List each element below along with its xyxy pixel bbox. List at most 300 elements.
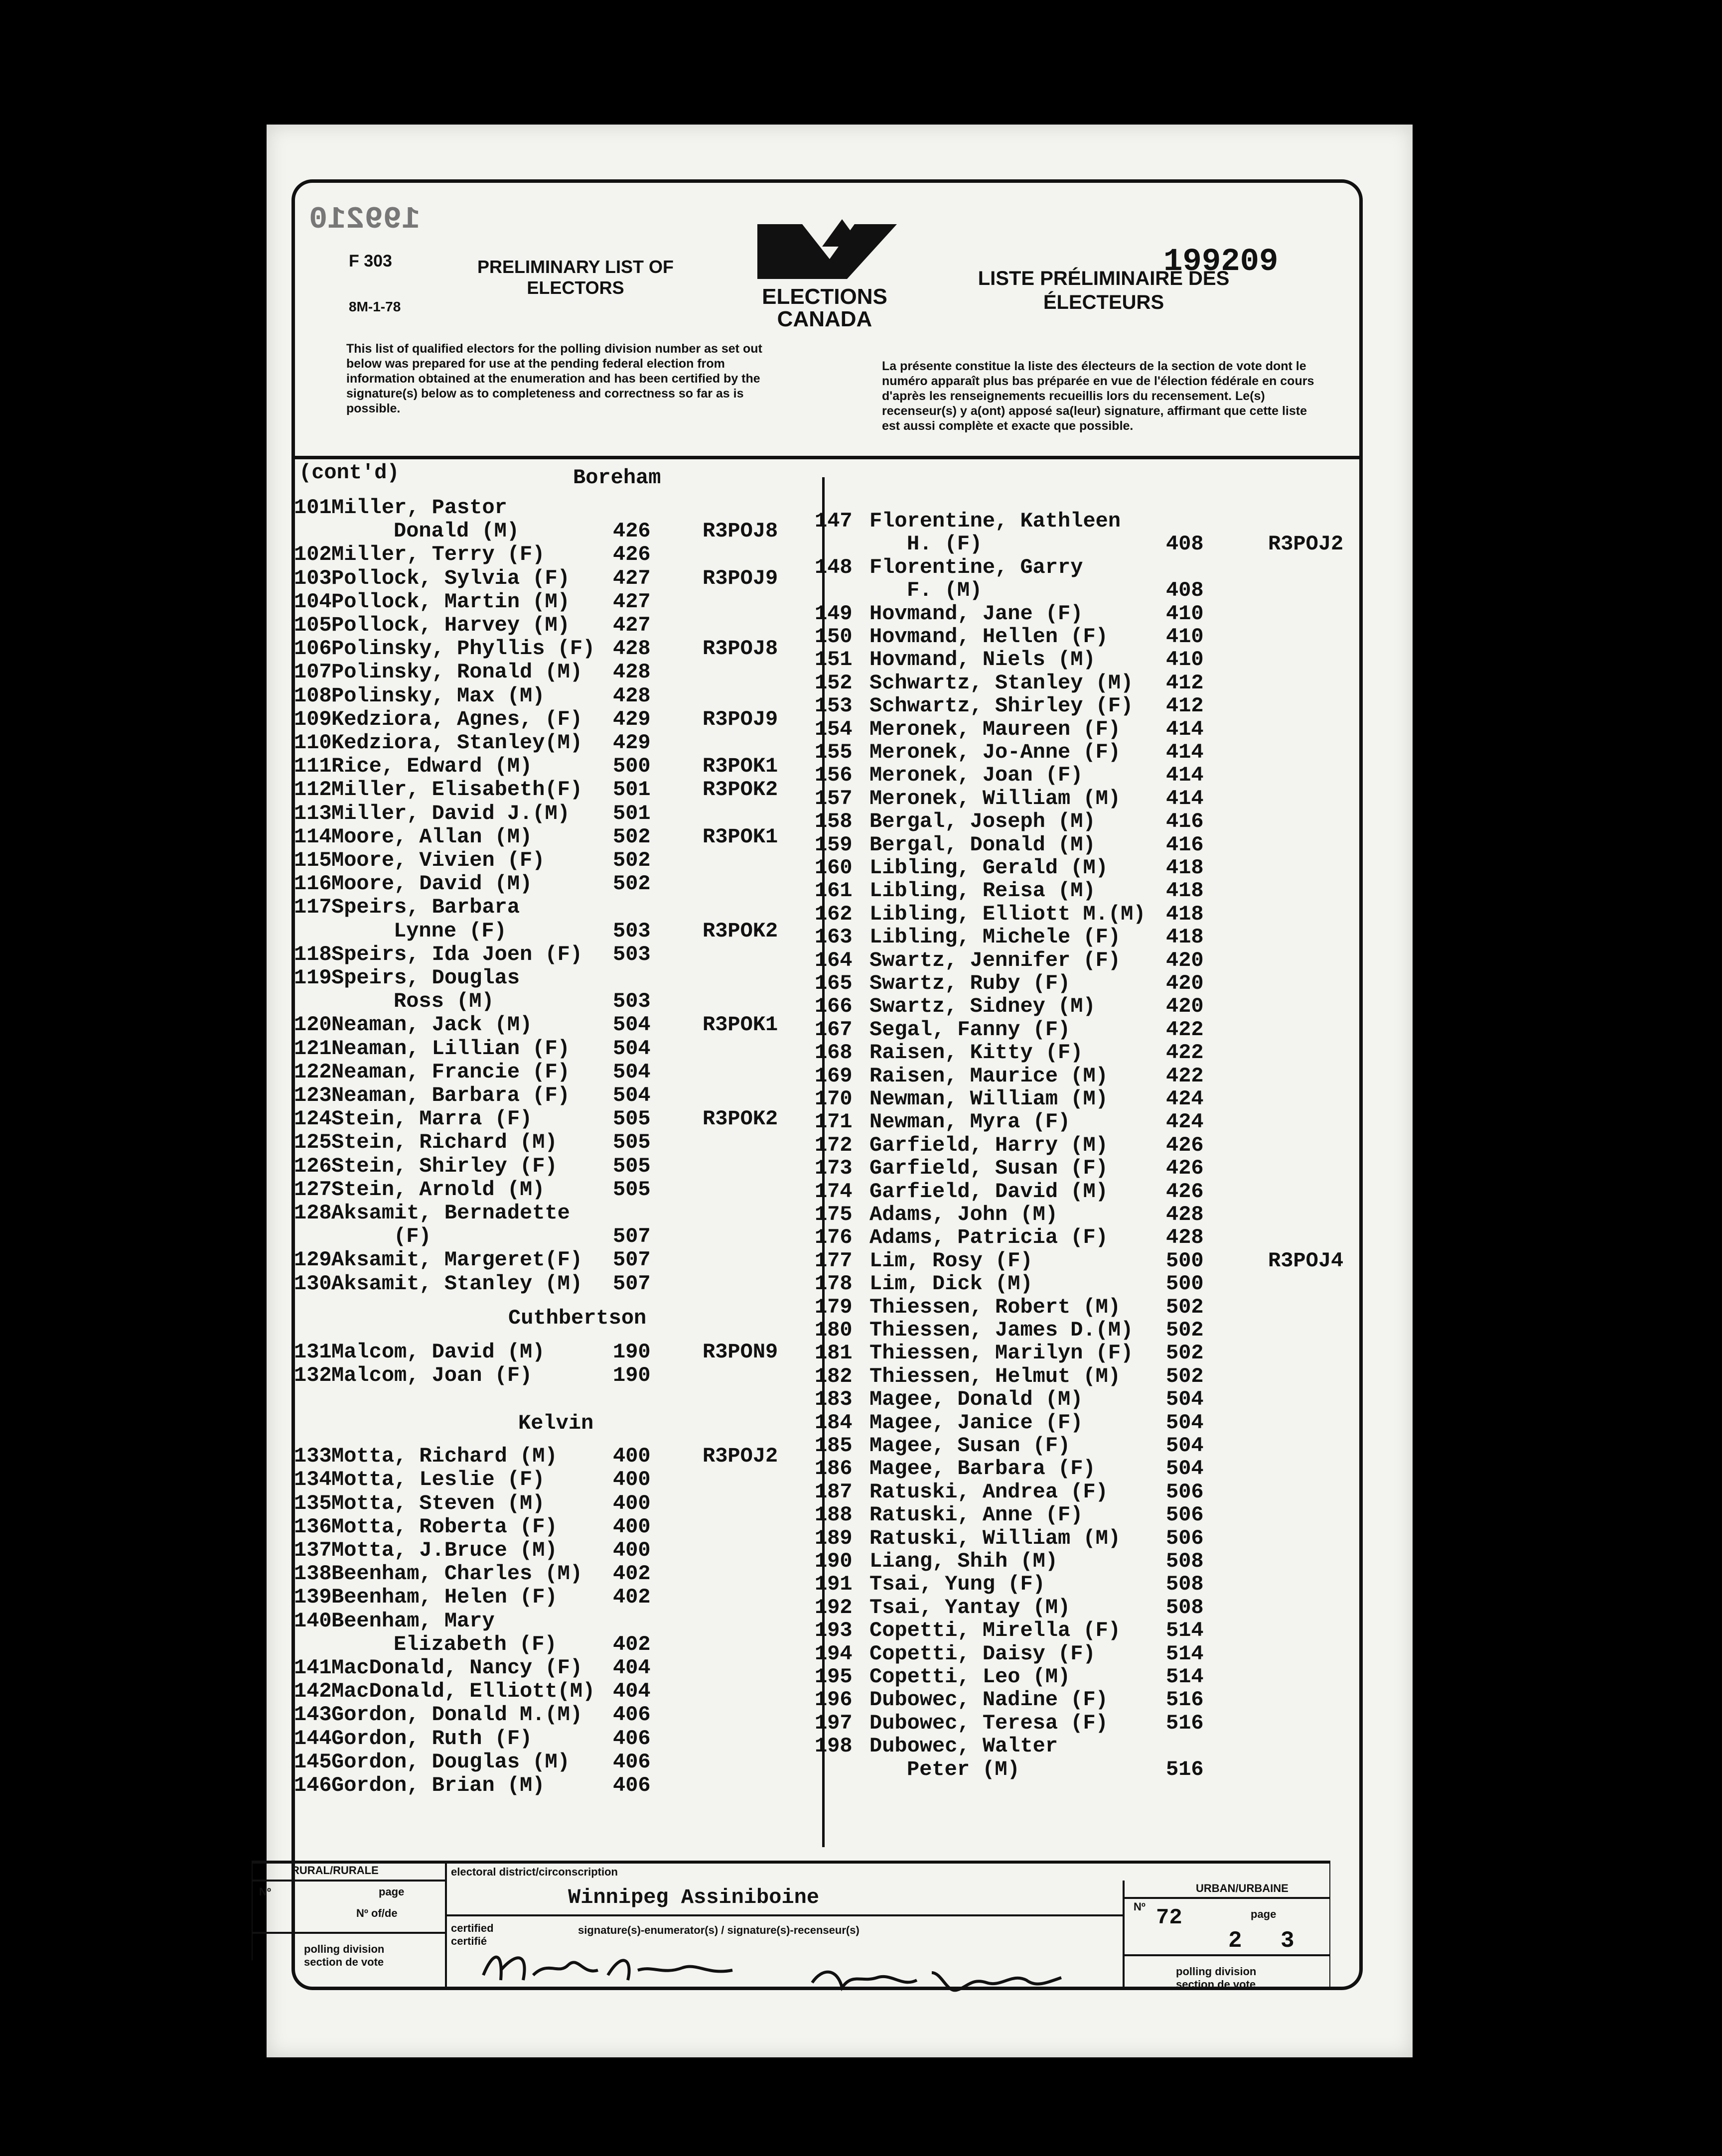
elector-name: Tsai, Yantay (M) xyxy=(869,1595,1071,1619)
continued-label: (cont'd) xyxy=(299,461,400,485)
elector-name: Hovmand, Niels (M) xyxy=(869,648,1096,672)
elector-address: 516 xyxy=(1166,1757,1204,1781)
elector-name: Dubowec, Teresa (F) xyxy=(869,1711,1108,1735)
elector-address: 504 xyxy=(613,1036,651,1061)
elector-number: 194 xyxy=(815,1641,853,1666)
elector-address: 506 xyxy=(1166,1480,1204,1504)
elector-number: 190 xyxy=(815,1549,853,1573)
elector-address: 418 xyxy=(1166,856,1204,880)
elector-name: Libling, Gerald (M) xyxy=(869,856,1108,880)
elector-number: 120 xyxy=(294,1013,332,1037)
elector-address: 514 xyxy=(1166,1665,1204,1689)
elector-name: Bergal, Joseph (M) xyxy=(869,809,1096,834)
elector-name: Tsai, Yung (F) xyxy=(869,1572,1045,1597)
elector-number: 195 xyxy=(815,1665,853,1689)
elector-address: 427 xyxy=(613,566,651,590)
elector-name: Liang, Shih (M) xyxy=(869,1549,1058,1573)
elector-name: Thiessen, Helmut (M) xyxy=(869,1364,1121,1388)
elector-name: Miller, David J.(M) xyxy=(331,801,570,825)
elector-name: Florentine, Kathleen xyxy=(869,509,1121,533)
elector-postal-code: R3POJ8 xyxy=(703,519,778,543)
urban-polling-division-label: polling division section de vote xyxy=(1176,1965,1257,1991)
elector-name: Meronek, William (M) xyxy=(869,786,1121,810)
elector-name: Copetti, Mirella (F) xyxy=(869,1618,1121,1643)
elector-name: Stein, Richard (M) xyxy=(331,1130,558,1155)
elector-name: Meronek, Maureen (F) xyxy=(869,717,1121,741)
elector-name: Pollock, Martin (M) xyxy=(331,589,570,614)
elector-number: 135 xyxy=(294,1491,332,1515)
elector-name: Schwartz, Shirley (F) xyxy=(869,694,1134,718)
elector-address: 426 xyxy=(1166,1179,1204,1204)
elector-name: Magee, Donald (M) xyxy=(869,1387,1083,1412)
elector-number: 108 xyxy=(294,683,332,708)
elector-address: 404 xyxy=(613,1656,651,1680)
elector-name: Stein, Marra (F) xyxy=(331,1107,533,1131)
elector-address: 505 xyxy=(613,1177,651,1202)
elector-name: Malcom, Joan (F) xyxy=(331,1363,533,1387)
elector-name: Elizabeth (F) xyxy=(394,1632,557,1656)
elector-address: 428 xyxy=(1166,1225,1204,1250)
elector-address: 502 xyxy=(613,872,651,896)
elector-address: 504 xyxy=(1166,1387,1204,1412)
elector-name: Bergal, Donald (M) xyxy=(869,832,1096,857)
elector-name: Motta, Roberta (F) xyxy=(331,1514,558,1539)
elector-number: 160 xyxy=(815,856,853,880)
elector-name: Magee, Barbara (F) xyxy=(869,1457,1096,1481)
elector-number: 166 xyxy=(815,994,853,1019)
elector-address: 402 xyxy=(613,1585,651,1610)
elector-address: 422 xyxy=(1166,1017,1204,1042)
elector-name: Polinsky, Ronald (M) xyxy=(331,660,583,684)
elector-number: 143 xyxy=(294,1703,332,1727)
elector-number: 174 xyxy=(815,1179,853,1204)
elector-number: 103 xyxy=(294,566,332,590)
elector-name: Swartz, Sidney (M) xyxy=(869,994,1096,1019)
section-heading-kelvin: Kelvin xyxy=(518,1411,594,1435)
elector-name: Swartz, Jennifer (F) xyxy=(869,948,1121,972)
elector-number: 193 xyxy=(815,1618,853,1643)
elector-number: 183 xyxy=(815,1387,853,1412)
elector-address: 414 xyxy=(1166,763,1204,788)
urban-label: URBAN/URBAINE xyxy=(1196,1882,1289,1894)
elector-address: 406 xyxy=(613,1773,651,1797)
elector-address: 414 xyxy=(1166,717,1204,741)
elector-number: 163 xyxy=(815,925,853,949)
elector-address: 410 xyxy=(1166,601,1204,626)
elector-address: 502 xyxy=(613,824,651,849)
elector-name: Donald (M) xyxy=(394,519,520,543)
elector-address: 502 xyxy=(1166,1295,1204,1319)
elector-address: 505 xyxy=(613,1107,651,1131)
elector-name: Gordon, Brian (M) xyxy=(331,1773,545,1797)
elector-address: 402 xyxy=(613,1562,651,1586)
elector-address: 412 xyxy=(1166,671,1204,695)
elector-postal-code: R3PON9 xyxy=(703,1340,778,1364)
elector-number: 117 xyxy=(294,895,332,920)
elector-address: 505 xyxy=(613,1154,651,1178)
elector-address: 426 xyxy=(1166,1156,1204,1181)
elector-name: Magee, Susan (F) xyxy=(869,1434,1071,1458)
elector-name: Copetti, Leo (M) xyxy=(869,1665,1071,1689)
elector-name: Ross (M) xyxy=(394,989,494,1014)
elector-number: 169 xyxy=(815,1064,853,1088)
elector-number: 179 xyxy=(815,1295,853,1319)
elector-address: 410 xyxy=(1166,625,1204,649)
elector-number: 126 xyxy=(294,1154,332,1178)
elector-address: 508 xyxy=(1166,1572,1204,1597)
elector-number: 139 xyxy=(294,1585,332,1610)
elector-number: 134 xyxy=(294,1468,332,1492)
svg-text:ELECTIONS: ELECTIONS xyxy=(762,284,887,309)
elector-name: Neaman, Jack (M) xyxy=(331,1013,533,1037)
elector-number: 116 xyxy=(294,872,332,896)
elector-name: Peter (M) xyxy=(907,1757,1020,1781)
elector-name: Polinsky, Phyllis (F) xyxy=(331,637,595,661)
elector-number: 113 xyxy=(294,801,332,825)
rural-no-label: Nº xyxy=(259,1886,271,1898)
form-code: F 303 xyxy=(349,252,392,270)
elector-name: Moore, Vivien (F) xyxy=(331,848,545,872)
elector-address: 503 xyxy=(613,919,651,943)
elector-number: 140 xyxy=(294,1609,332,1633)
elector-number: 170 xyxy=(815,1087,853,1111)
elector-address: 500 xyxy=(1166,1272,1204,1296)
elector-number: 151 xyxy=(815,648,853,672)
elector-number: 173 xyxy=(815,1156,853,1181)
elector-address: 422 xyxy=(1166,1064,1204,1088)
elector-number: 138 xyxy=(294,1562,332,1586)
elector-address: 502 xyxy=(1166,1318,1204,1342)
elector-name: Moore, David (M) xyxy=(331,872,533,896)
elector-address: 505 xyxy=(613,1130,651,1155)
elector-postal-code: R3POK1 xyxy=(703,1013,778,1037)
elector-number: 122 xyxy=(294,1060,332,1084)
bleed-through-number: 199210 xyxy=(309,202,421,237)
elector-address: 400 xyxy=(613,1514,651,1539)
intro-french: La présente constitue la liste des électeurs de la section de vote dont le numéro apparaît plus bas préparée en vue de l'élection fédérale en cours d'après les renseignements recueillis lors du recensement. Le(s) recenseur(s) y a(ont) apposé sa(leur) signature, affirmant que cette liste est aussi complète et exacte que possible. xyxy=(882,359,1314,433)
elector-number: 158 xyxy=(815,809,853,834)
elector-number: 130 xyxy=(294,1271,332,1296)
page-number: 2 xyxy=(1228,1928,1242,1954)
title-french: LISTE PRÉLIMINAIRE DES ÉLECTEURS xyxy=(978,268,1230,313)
elector-address: 429 xyxy=(613,731,651,755)
form-date: 8M-1-78 xyxy=(349,299,401,314)
elector-number: 123 xyxy=(294,1083,332,1107)
elector-address: 406 xyxy=(613,1703,651,1727)
elector-address: 503 xyxy=(613,942,651,966)
elector-number: 112 xyxy=(294,778,332,802)
elector-number: 177 xyxy=(815,1248,853,1273)
elector-address: 508 xyxy=(1166,1549,1204,1573)
title-english: PRELIMINARY LIST OF ELECTORS xyxy=(477,257,674,298)
elector-number: 131 xyxy=(294,1340,332,1364)
elector-number: 141 xyxy=(294,1656,332,1680)
elector-name: Segal, Fanny (F) xyxy=(869,1017,1071,1042)
elector-name: Garfield, David (M) xyxy=(869,1179,1108,1204)
elector-number: 102 xyxy=(294,542,332,567)
elector-number: 178 xyxy=(815,1272,853,1296)
elector-number: 150 xyxy=(815,625,853,649)
elector-address: 428 xyxy=(1166,1203,1204,1226)
elector-address: 507 xyxy=(613,1248,651,1272)
elector-name: Thiessen, Marilyn (F) xyxy=(869,1341,1134,1365)
elector-address: 426 xyxy=(613,542,651,567)
elector-address: 406 xyxy=(613,1750,651,1774)
elector-number: 146 xyxy=(294,1773,332,1797)
certified-label: certified certifié xyxy=(451,1922,494,1947)
elector-name: Beenham, Helen (F) xyxy=(331,1585,558,1610)
svg-text:CANADA: CANADA xyxy=(777,307,872,331)
elector-name: H. (F) xyxy=(907,532,983,556)
elector-address: 420 xyxy=(1166,994,1204,1019)
elector-address: 416 xyxy=(1166,832,1204,857)
elector-postal-code: R3POJ4 xyxy=(1268,1248,1344,1273)
elector-name: Dubowec, Walter xyxy=(869,1734,1058,1758)
elector-name: Ratuski, Anne (F) xyxy=(869,1503,1083,1527)
elector-name: Neaman, Barbara (F) xyxy=(331,1083,570,1107)
elector-number: 125 xyxy=(294,1130,332,1155)
elector-address: 427 xyxy=(613,589,651,614)
elector-address: 504 xyxy=(613,1083,651,1107)
elector-number: 154 xyxy=(815,717,853,741)
elector-postal-code: R3POK2 xyxy=(703,1107,778,1131)
elector-number: 189 xyxy=(815,1526,853,1550)
elector-number: 124 xyxy=(294,1107,332,1131)
elector-number: 104 xyxy=(294,589,332,614)
elector-number: 152 xyxy=(815,671,853,695)
elector-address: 504 xyxy=(1166,1434,1204,1458)
elector-name: Stein, Arnold (M) xyxy=(331,1177,545,1202)
elector-name: F. (M) xyxy=(907,578,983,603)
elector-number: 105 xyxy=(294,613,332,637)
elector-address: 516 xyxy=(1166,1711,1204,1735)
elector-number: 127 xyxy=(294,1177,332,1202)
elector-postal-code: R3POJ2 xyxy=(1268,532,1344,556)
elector-address: 408 xyxy=(1166,578,1204,603)
elector-name: Gordon, Douglas (M) xyxy=(331,1750,570,1774)
elector-number: 137 xyxy=(294,1538,332,1562)
elector-number: 144 xyxy=(294,1726,332,1751)
elector-name: Aksamit, Stanley (M) xyxy=(331,1271,583,1296)
elector-name: Garfield, Harry (M) xyxy=(869,1133,1108,1157)
elector-name: Hovmand, Jane (F) xyxy=(869,601,1083,626)
elector-address: 514 xyxy=(1166,1618,1204,1643)
elector-number: 136 xyxy=(294,1514,332,1539)
elector-address: 500 xyxy=(1166,1248,1204,1273)
elector-address: 412 xyxy=(1166,694,1204,718)
elector-number: 180 xyxy=(815,1318,853,1342)
elector-name: Kedziora, Agnes, (F) xyxy=(331,707,583,731)
elector-name: Thiessen, James D.(M) xyxy=(869,1318,1134,1342)
elector-address: 400 xyxy=(613,1538,651,1562)
rural-page-label: page xyxy=(379,1886,405,1898)
elector-address: 428 xyxy=(613,683,651,708)
elector-address: 516 xyxy=(1166,1688,1204,1712)
elector-name: Hovmand, Hellen (F) xyxy=(869,625,1108,649)
elector-name: Raisen, Kitty (F) xyxy=(869,1041,1083,1065)
elector-name: Libling, Reisa (M) xyxy=(869,879,1096,903)
elector-number: 110 xyxy=(294,731,332,755)
elector-name: Ratuski, Andrea (F) xyxy=(869,1480,1108,1504)
elector-number: 196 xyxy=(815,1688,853,1712)
elector-name: Libling, Michele (F) xyxy=(869,925,1121,949)
elector-name: Kedziora, Stanley(M) xyxy=(331,731,583,755)
elector-number: 128 xyxy=(294,1201,332,1225)
elector-name: Florentine, Garry xyxy=(869,555,1083,579)
elector-number: 157 xyxy=(815,786,853,810)
elector-number: 185 xyxy=(815,1434,853,1458)
elector-address: 500 xyxy=(613,754,651,779)
section-heading-boreham: Boreham xyxy=(573,466,661,490)
elector-number: 175 xyxy=(815,1203,853,1226)
elector-name: Magee, Janice (F) xyxy=(869,1410,1083,1435)
elector-name: (F) xyxy=(394,1224,431,1249)
rural-of-label: Nº of/de xyxy=(356,1907,398,1919)
elector-number: 109 xyxy=(294,707,332,731)
elector-address: 400 xyxy=(613,1491,651,1515)
elector-address: 418 xyxy=(1166,925,1204,949)
elector-number: 115 xyxy=(294,848,332,872)
elector-name: Miller, Pastor xyxy=(331,496,507,520)
elector-address: 422 xyxy=(1166,1041,1204,1065)
district-value: Winnipeg Assiniboine xyxy=(568,1886,820,1909)
elector-name: Dubowec, Nadine (F) xyxy=(869,1688,1108,1712)
elector-number: 119 xyxy=(294,966,332,990)
district-label: electoral district/circonscription xyxy=(451,1866,618,1878)
elector-number: 192 xyxy=(815,1595,853,1619)
elector-number: 197 xyxy=(815,1711,853,1735)
rural-polling-division-label: polling division section de vote xyxy=(304,1943,385,1968)
urban-no-label: Nº xyxy=(1134,1900,1146,1913)
elector-name: Stein, Shirley (F) xyxy=(331,1154,558,1178)
elector-number: 121 xyxy=(294,1036,332,1061)
elector-address: 408 xyxy=(1166,532,1204,556)
elector-number: 142 xyxy=(294,1679,332,1704)
elector-address: 424 xyxy=(1166,1087,1204,1111)
elector-address: 507 xyxy=(613,1224,651,1249)
elector-name: Adams, John (M) xyxy=(869,1203,1058,1226)
elector-number: 191 xyxy=(815,1572,853,1597)
elector-number: 172 xyxy=(815,1133,853,1157)
elector-number: 161 xyxy=(815,879,853,903)
elector-address: 426 xyxy=(1166,1133,1204,1157)
elector-address: 424 xyxy=(1166,1110,1204,1134)
page-of: 3 xyxy=(1281,1928,1294,1954)
elector-number: 167 xyxy=(815,1017,853,1042)
elector-name: MacDonald, Elliott(M) xyxy=(331,1679,595,1704)
elector-name: Motta, Steven (M) xyxy=(331,1491,545,1515)
elector-number: 153 xyxy=(815,694,853,718)
elector-name: Miller, Terry (F) xyxy=(331,542,545,567)
elector-number: 159 xyxy=(815,832,853,857)
elector-address: 506 xyxy=(1166,1526,1204,1550)
elector-address: 506 xyxy=(1166,1503,1204,1527)
elector-number: 188 xyxy=(815,1503,853,1527)
elector-postal-code: R3POJ9 xyxy=(703,566,778,590)
elector-name: Aksamit, Bernadette xyxy=(331,1201,570,1225)
elector-number: 182 xyxy=(815,1364,853,1388)
elector-name: Speirs, Ida Joen (F) xyxy=(331,942,583,966)
elector-address: 404 xyxy=(613,1679,651,1704)
elector-number: 147 xyxy=(815,509,853,533)
elector-name: Lim, Rosy (F) xyxy=(869,1248,1033,1273)
elector-number: 162 xyxy=(815,902,853,926)
elector-number: 145 xyxy=(294,1750,332,1774)
elector-address: 427 xyxy=(613,613,651,637)
elector-name: Rice, Edward (M) xyxy=(331,754,533,779)
elector-address: 418 xyxy=(1166,879,1204,903)
elector-address: 414 xyxy=(1166,740,1204,764)
elector-name: Beenham, Mary xyxy=(331,1609,495,1633)
elector-number: 186 xyxy=(815,1457,853,1481)
elector-number: 187 xyxy=(815,1480,853,1504)
elector-address: 190 xyxy=(613,1340,651,1364)
elector-number: 176 xyxy=(815,1225,853,1250)
elector-address: 514 xyxy=(1166,1641,1204,1666)
elector-name: Beenham, Charles (M) xyxy=(331,1562,583,1586)
elector-postal-code: R3POJ8 xyxy=(703,637,778,661)
elector-name: Motta, Leslie (F) xyxy=(331,1468,545,1492)
elector-name: Ratuski, William (M) xyxy=(869,1526,1121,1550)
elector-name: Newman, Myra (F) xyxy=(869,1110,1071,1134)
elector-number: 114 xyxy=(294,824,332,849)
elector-postal-code: R3POK1 xyxy=(703,754,778,779)
elector-name: Gordon, Donald M.(M) xyxy=(331,1703,583,1727)
elector-name: Garfield, Susan (F) xyxy=(869,1156,1108,1181)
elector-address: 418 xyxy=(1166,902,1204,926)
elector-name: Lynne (F) xyxy=(394,919,507,943)
elector-postal-code: R3POK1 xyxy=(703,824,778,849)
elector-address: 406 xyxy=(613,1726,651,1751)
elector-address: 501 xyxy=(613,778,651,802)
urban-page-label: page xyxy=(1251,1908,1277,1920)
elector-name: Motta, Richard (M) xyxy=(331,1444,558,1469)
elector-number: 168 xyxy=(815,1041,853,1065)
elector-address: 507 xyxy=(613,1271,651,1296)
elector-address: 428 xyxy=(613,637,651,661)
elector-number: 101 xyxy=(294,496,332,520)
elector-address: 400 xyxy=(613,1444,651,1469)
elector-address: 190 xyxy=(613,1363,651,1387)
elector-address: 504 xyxy=(613,1060,651,1084)
elector-number: 198 xyxy=(815,1734,853,1758)
elector-address: 420 xyxy=(1166,971,1204,995)
elector-number: 181 xyxy=(815,1341,853,1365)
elector-address: 502 xyxy=(1166,1341,1204,1365)
elector-address: 410 xyxy=(1166,648,1204,672)
elector-address: 414 xyxy=(1166,786,1204,810)
elector-address: 504 xyxy=(1166,1457,1204,1481)
section-heading-cuthbertson: Cuthbertson xyxy=(508,1306,647,1330)
elector-postal-code: R3POK2 xyxy=(703,778,778,802)
elector-name: Malcom, David (M) xyxy=(331,1340,545,1364)
elector-name: Miller, Elisabeth(F) xyxy=(331,778,583,802)
elector-address: 508 xyxy=(1166,1595,1204,1619)
intro-english: This list of qualified electors for the polling division number as set out below was prepared for use at the pending federal election from information obtained at the enumeration and has been certified by the signature(s) below as to completeness and correctness so far as is possible. xyxy=(346,342,762,415)
elector-address: 416 xyxy=(1166,809,1204,834)
elector-number: 149 xyxy=(815,601,853,626)
elector-name: Meronek, Jo-Anne (F) xyxy=(869,740,1121,764)
elector-address: 420 xyxy=(1166,948,1204,972)
elector-number: 165 xyxy=(815,971,853,995)
elector-address: 502 xyxy=(1166,1364,1204,1388)
elector-name: Speirs, Barbara xyxy=(331,895,520,920)
elector-address: 400 xyxy=(613,1468,651,1492)
elector-name: Libling, Elliott M.(M) xyxy=(869,902,1146,926)
elector-address: 502 xyxy=(613,848,651,872)
elector-name: Pollock, Harvey (M) xyxy=(331,613,570,637)
elector-number: 171 xyxy=(815,1110,853,1134)
